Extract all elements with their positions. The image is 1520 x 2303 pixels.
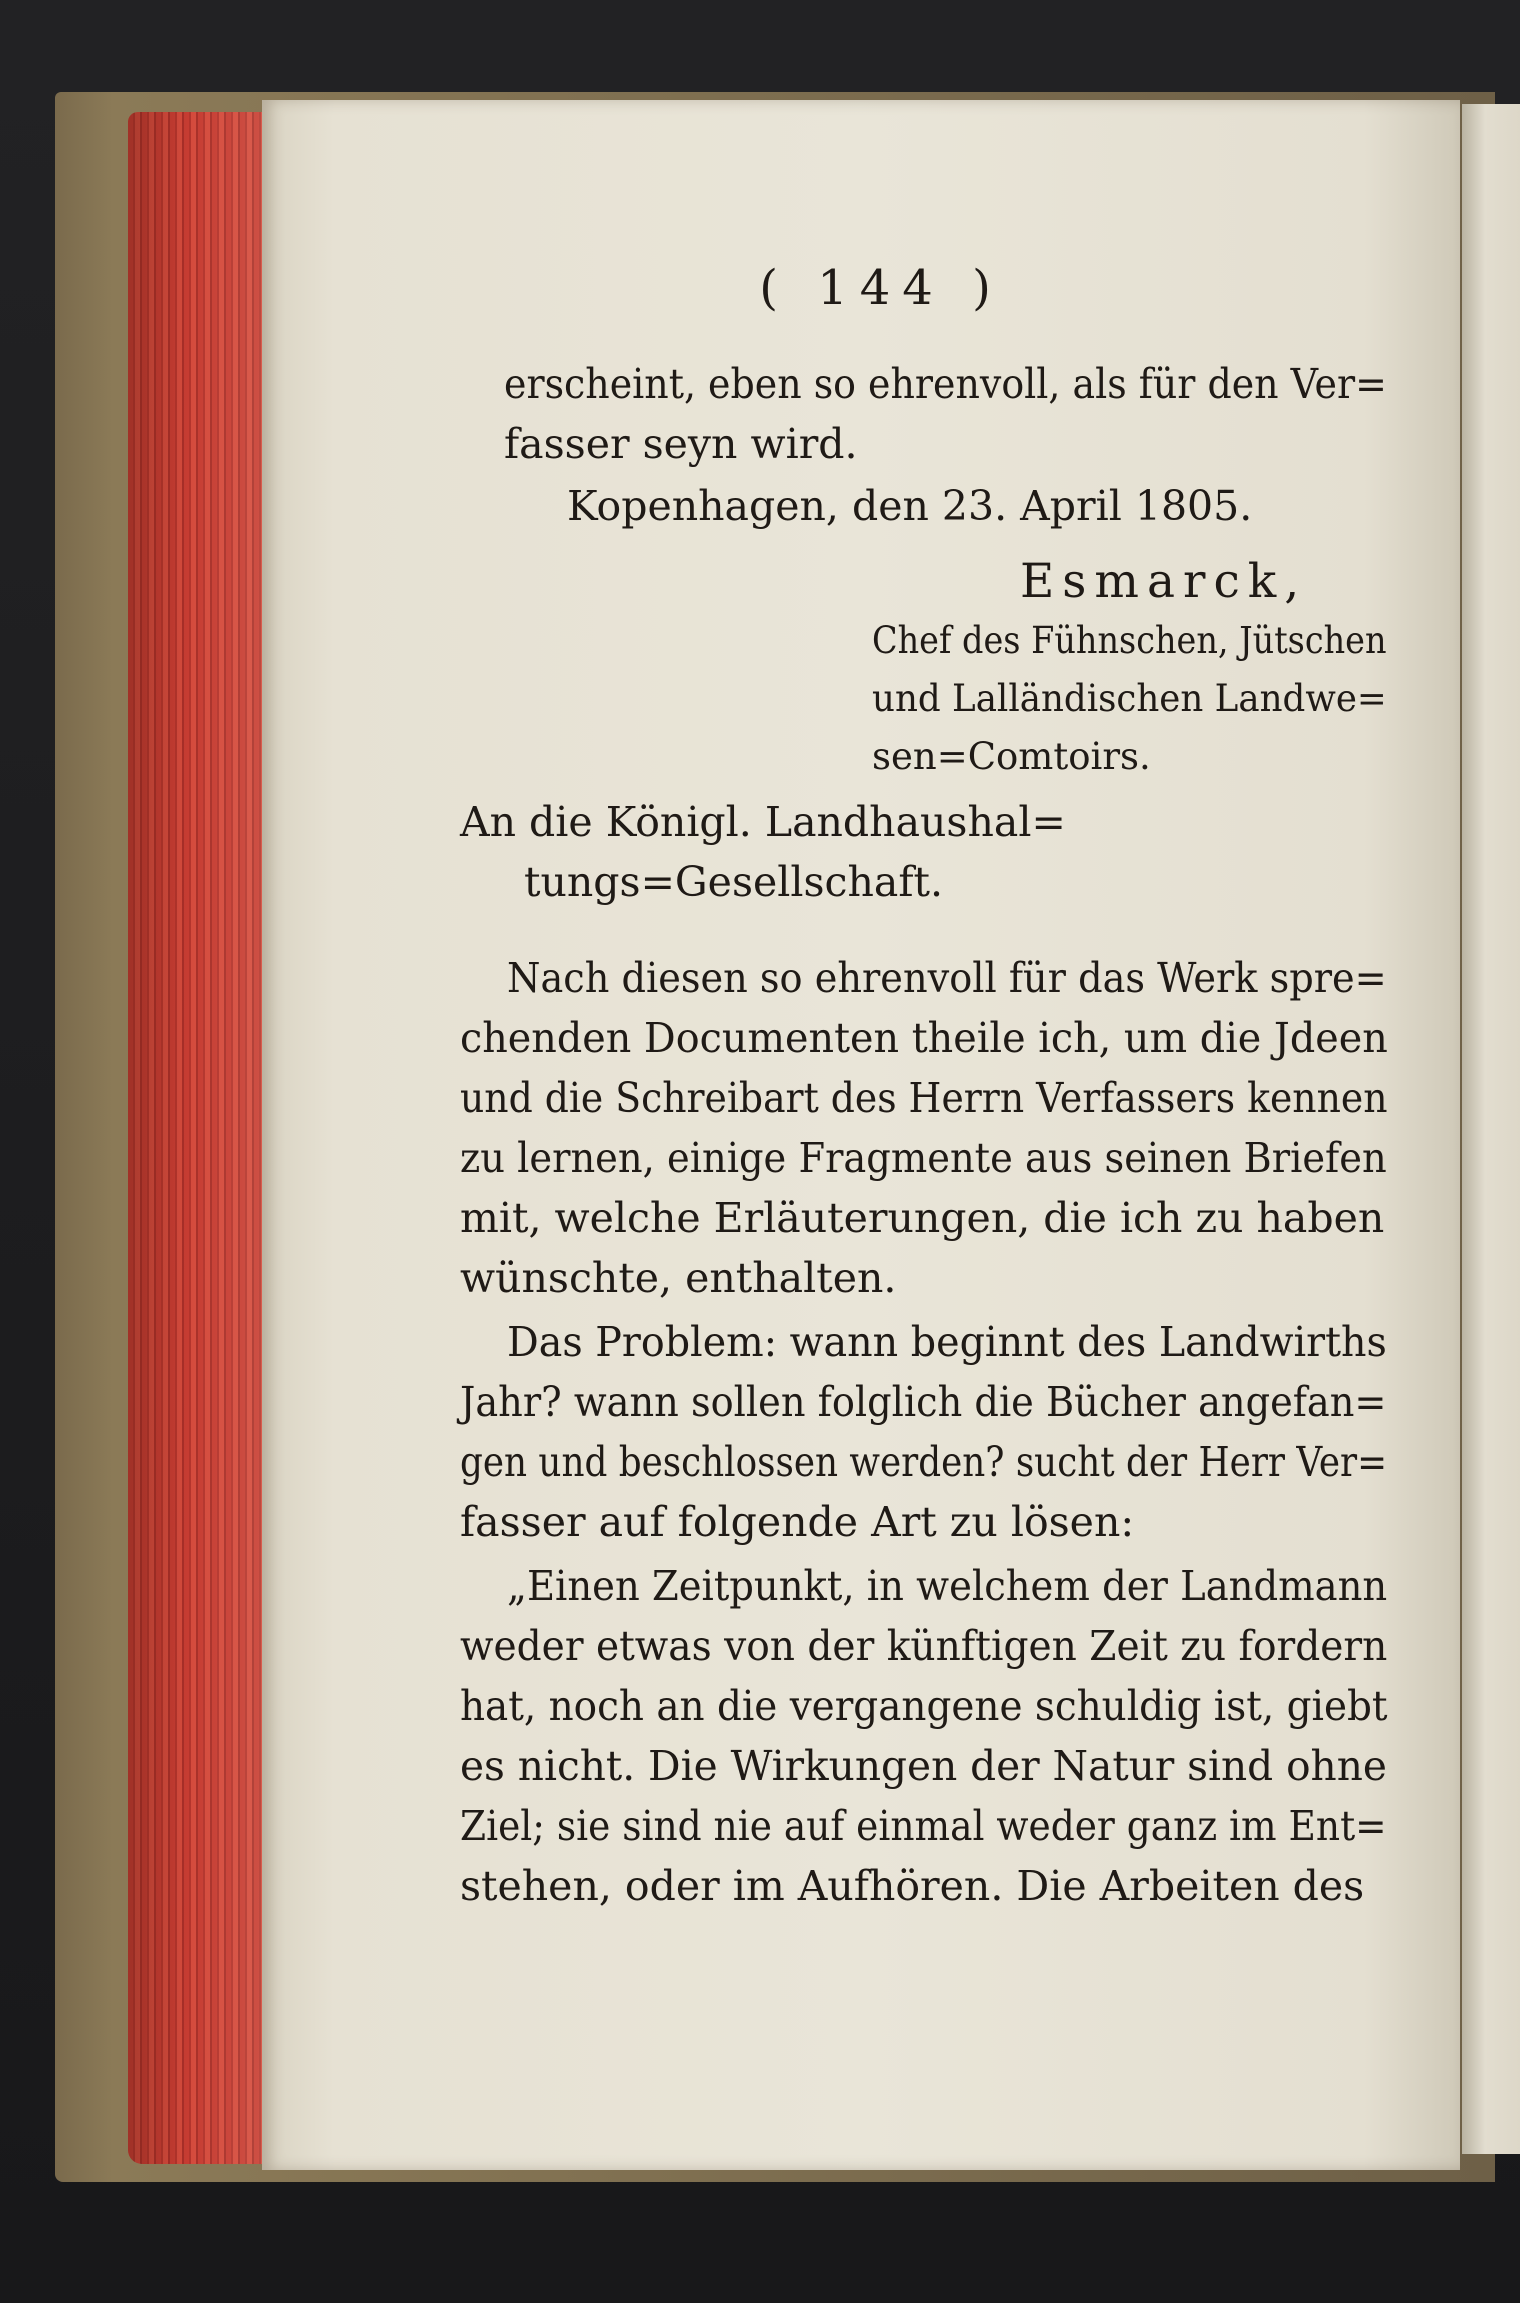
- text-line: erscheint, eben so ehrenvoll, als für den Ver=: [504, 360, 1387, 408]
- book-page: [262, 100, 1460, 2170]
- signature-name: Esmarck,: [1020, 554, 1308, 609]
- page-text: [262, 100, 1460, 2170]
- text-line: Das Problem: wann beginnt des Landwirths: [507, 1318, 1387, 1366]
- signature-title-line: Chef des Fühnschen, Jütschen: [872, 619, 1387, 662]
- signature-title-line: und Lalländischen Landwe=: [872, 677, 1387, 720]
- text-line: es nicht. Die Wirkungen der Natur sind ohne: [460, 1742, 1387, 1790]
- text-line: „Einen Zeitpunkt, in welchem der Landmann: [507, 1562, 1388, 1610]
- facing-page-edge: [1462, 104, 1520, 2154]
- text-line: hat, noch an die vergangene schuldig ist, giebt: [460, 1682, 1388, 1730]
- text-line: fasser auf folgende Art zu lösen:: [460, 1498, 1135, 1546]
- text-line: fasser seyn wird.: [504, 420, 858, 468]
- page-edge-shading: [128, 112, 278, 2164]
- text-line: gen und beschlossen werden? sucht der Herr Ver=: [460, 1438, 1388, 1486]
- text-line: Jahr? wann sollen folglich die Bücher angefan=: [460, 1378, 1387, 1426]
- text-line: mit, welche Erläuterungen, die ich zu haben: [460, 1194, 1385, 1242]
- text-line: Ziel; sie sind nie auf einmal weder ganz im Ent=: [460, 1802, 1387, 1850]
- addressee-line: tungs=Gesellschaft.: [524, 858, 944, 906]
- text-line: stehen, oder im Aufhören. Die Arbeiten des: [460, 1862, 1365, 1910]
- signature-title-line: sen=Comtoirs.: [872, 735, 1151, 778]
- text-line: weder etwas von der künftigen Zeit zu fordern: [460, 1622, 1388, 1670]
- text-line: und die Schreibart des Herrn Verfassers kennen: [460, 1074, 1388, 1122]
- text-line: chenden Documenten theile ich, um die Jdeen: [460, 1014, 1388, 1062]
- text-line: wünschte, enthalten.: [460, 1254, 897, 1302]
- text-line: zu lernen, einige Fragmente aus seinen Briefen: [460, 1134, 1387, 1182]
- text-line: Nach diesen so ehrenvoll für das Werk spre=: [507, 954, 1387, 1002]
- place-date-line: Kopenhagen, den 23. April 1805.: [567, 482, 1253, 530]
- addressee-line: An die Königl. Landhaushal=: [460, 798, 1066, 846]
- page-number: ( 144 ): [759, 260, 1003, 316]
